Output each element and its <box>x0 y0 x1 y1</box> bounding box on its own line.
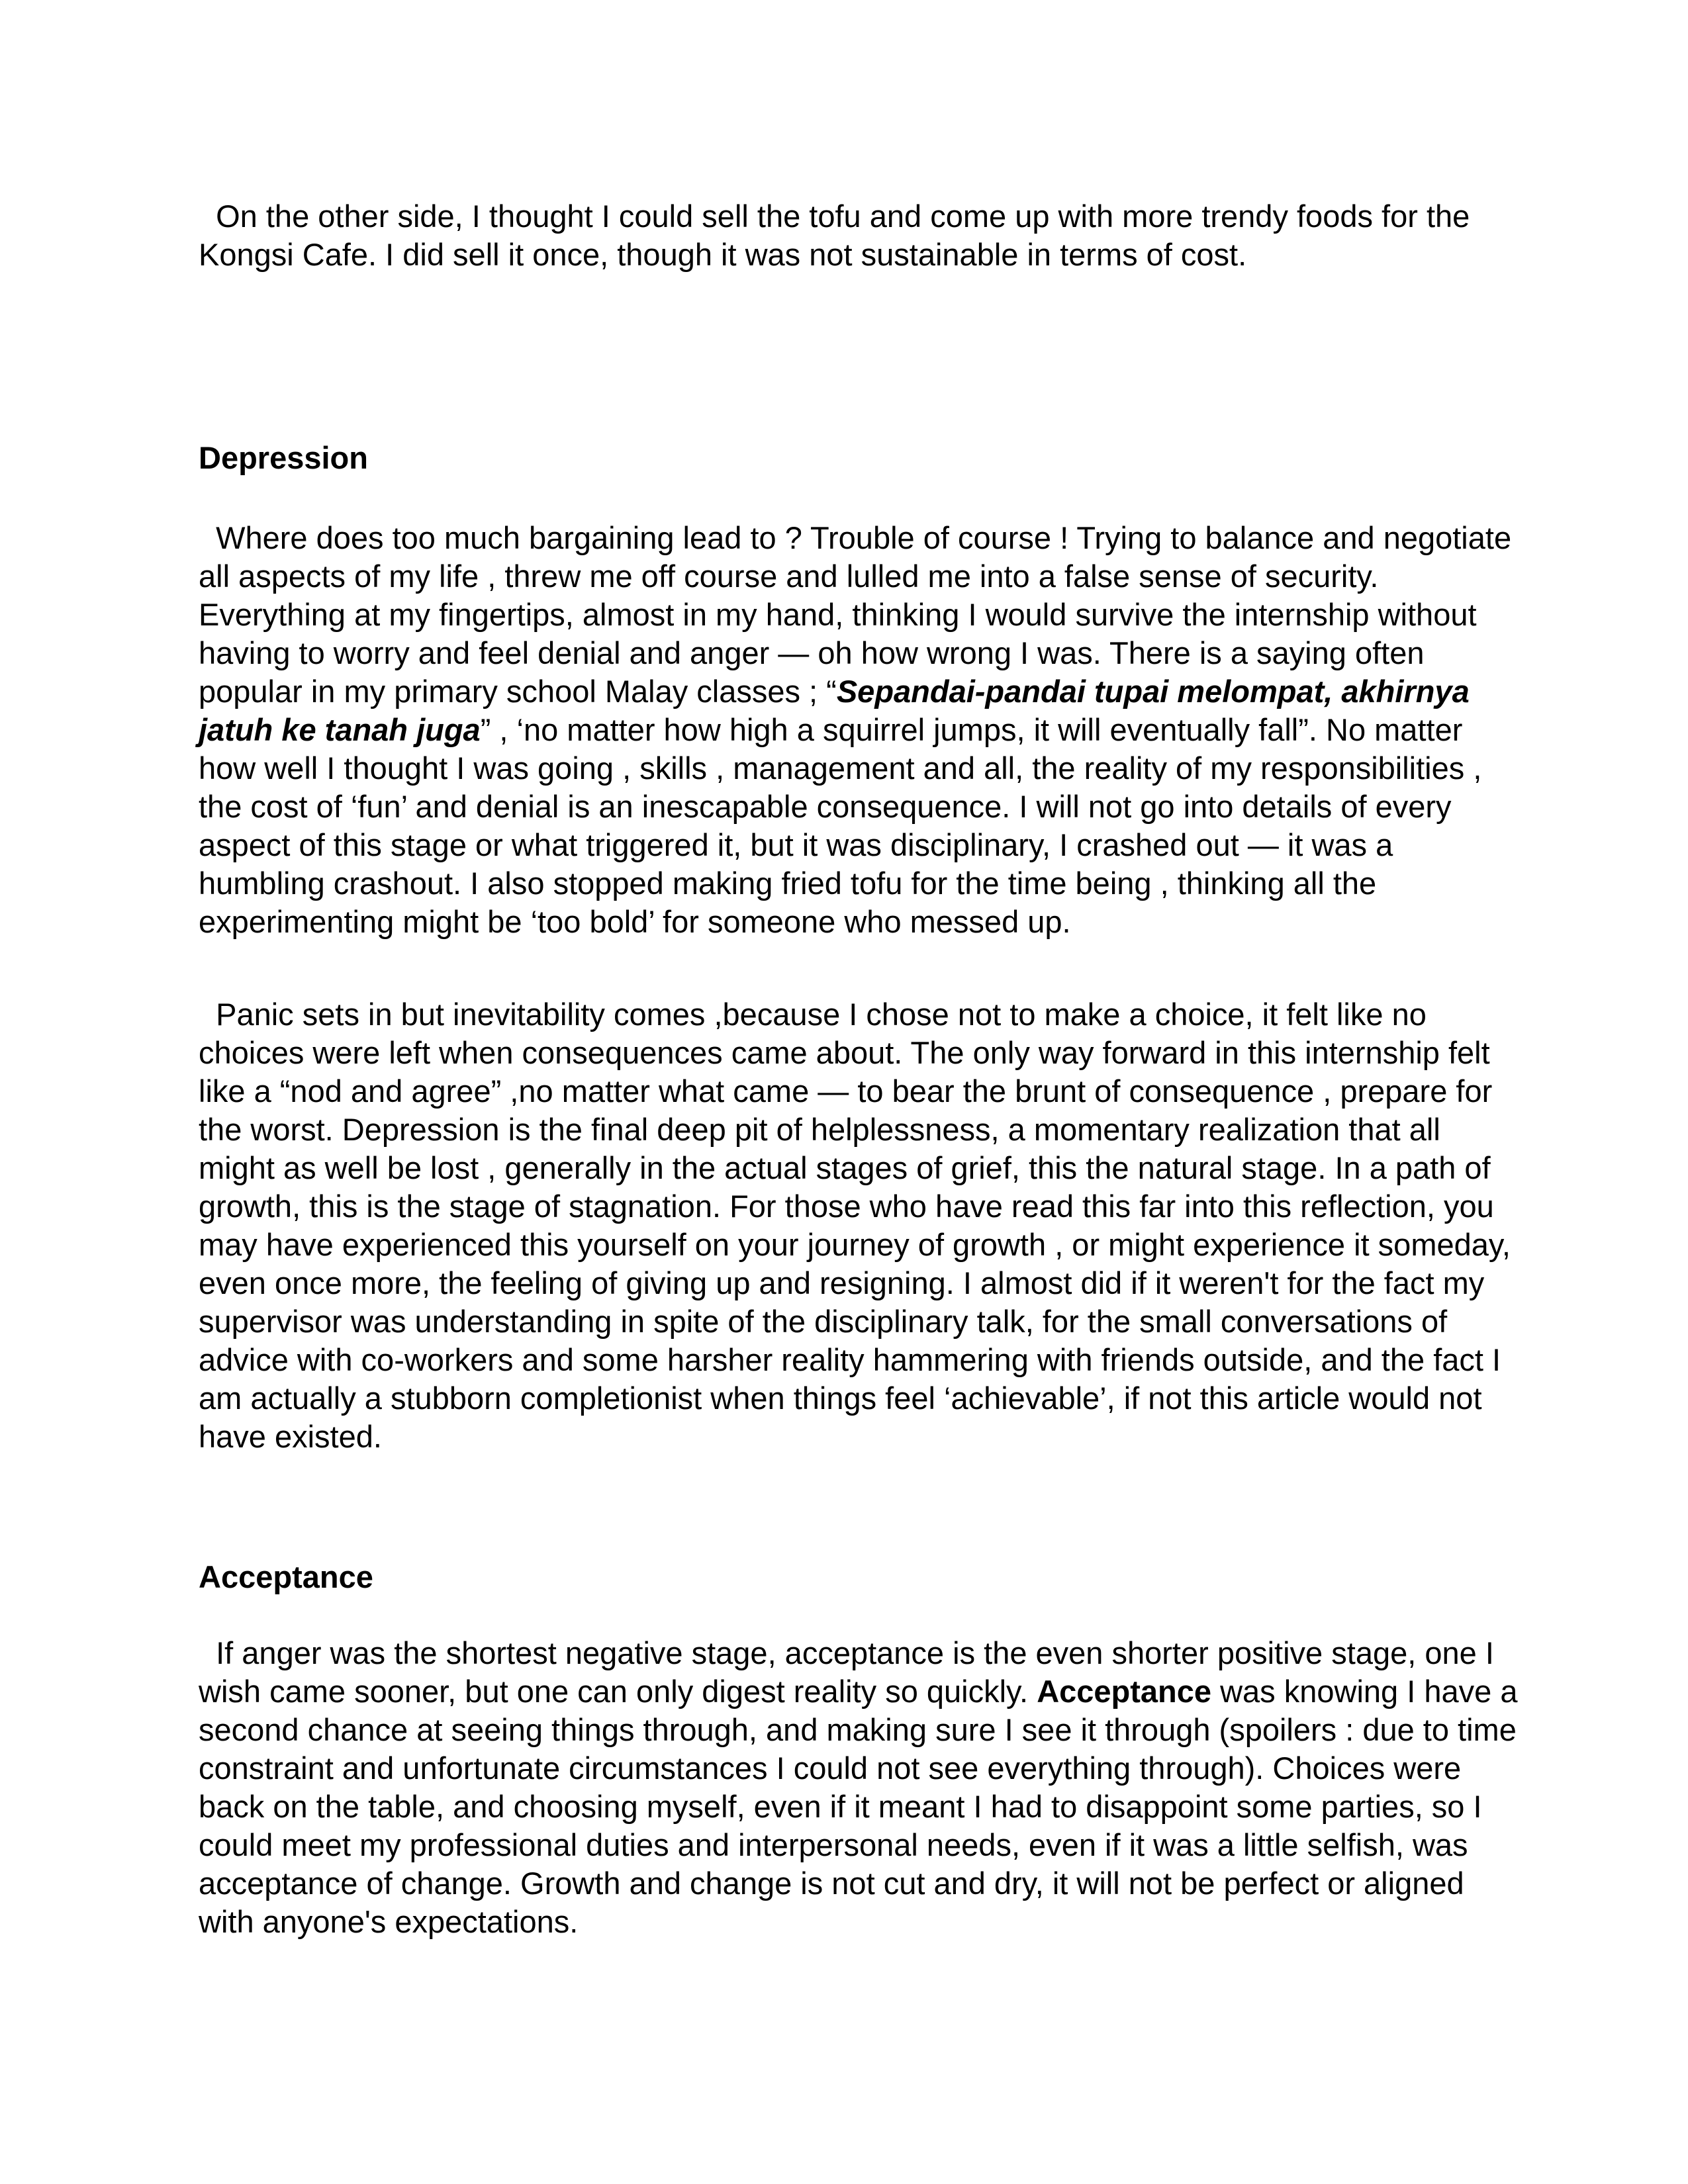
text-run: Kongsi Cafe. I did sell it once, though it was not sustainable in terms of cost. <box>199 237 1247 272</box>
text-run: am actually a stubborn completionist when things feel ‘achievable’, if not this article would not <box>199 1381 1482 1416</box>
text-run: choices were left when consequences came about. The only way forward in this internship felt <box>199 1035 1490 1070</box>
text-line <box>199 1149 1489 1187</box>
text-run: like a “nod and agree” ,no matter what came — to bear the brunt of consequence , prepare for <box>199 1073 1493 1109</box>
text-run: Where does too much bargaining lead to ? Trouble of course ! Trying to balance and negotiate <box>199 520 1512 555</box>
text-line <box>199 1302 1489 1341</box>
text-run: supervisor was understanding in spite of the disciplinary talk, for the small conversations of <box>199 1304 1448 1339</box>
heading-depression <box>199 439 1489 477</box>
text-line <box>199 1864 1489 1903</box>
text-run: On the other side, I thought I could sell the tofu and come up with more trendy foods for the <box>199 199 1470 234</box>
text-line <box>199 1749 1489 1788</box>
text-run: jatuh ke tanah juga <box>199 712 481 747</box>
text-run: constraint and unfortunate circumstances I could not see everything through). Choices were <box>199 1751 1462 1786</box>
text-run: all aspects of my life , threw me off course and lulled me into a false sense of security. <box>199 559 1379 594</box>
heading-acceptance <box>199 1558 1489 1596</box>
text-line <box>199 788 1489 826</box>
text-run: aspect of this stage or what triggered it, but it was disciplinary, I crashed out — it was a <box>199 827 1393 862</box>
text-run: experimenting might be ‘too bold’ for someone who messed up. <box>199 904 1071 939</box>
text-line <box>199 1111 1489 1149</box>
text-line <box>199 596 1489 634</box>
text-run: Everything at my fingertips, almost in my hand, thinking I would survive the internship without <box>199 597 1477 632</box>
text-run: might as well be lost , generally in the actual stages of grief, this the natural stage. In a path of <box>199 1150 1491 1185</box>
text-run: acceptance of change. Growth and change is not cut and dry, it will not be perfect or aligned <box>199 1866 1464 1901</box>
text-line <box>199 197 1489 236</box>
text-line <box>199 1226 1511 1264</box>
text-line <box>199 1341 1501 1379</box>
text-run: the cost of ‘fun’ and denial is an inescapable consequence. I will not go into details of every <box>199 789 1452 824</box>
text-run: even once more, the feeling of giving up and resigning. I almost did if it weren't for the fact my <box>199 1265 1485 1300</box>
text-run: with anyone's expectations. <box>199 1904 579 1939</box>
text-line <box>199 1634 1494 1672</box>
text-line <box>199 711 1489 749</box>
text-line <box>199 1072 1493 1111</box>
text-run: growth, this is the stage of stagnation. For those who have read this far into this reflection, you <box>199 1189 1494 1224</box>
text-line <box>199 903 1489 941</box>
text-run: the worst. Depression is the final deep pit of helplessness, a momentary realization that all <box>199 1112 1440 1147</box>
text-run: having to worry and feel denial and anger — oh how wrong I was. There is a saying often <box>199 635 1425 670</box>
text-run: how well I thought I was going , skills , management and all, the reality of my responsibilities , <box>199 751 1482 786</box>
text-line <box>199 1826 1489 1864</box>
text-line <box>199 1903 1489 1941</box>
text-line <box>199 236 1489 274</box>
text-line <box>199 672 1489 711</box>
paragraph <box>199 1634 1518 1941</box>
text-line <box>199 749 1489 788</box>
text-run: may have experienced this yourself on your journey of growth , or might experience it someday, <box>199 1227 1511 1262</box>
text-run: wish came sooner, but one can only digest reality so quickly. <box>199 1674 1037 1709</box>
text-line <box>199 1788 1489 1826</box>
text-run: popular in my primary school Malay classes ; “ <box>199 674 837 709</box>
paragraph <box>199 197 1489 274</box>
text-line <box>199 1264 1489 1302</box>
text-run: If anger was the shortest negative stage, acceptance is the even shorter positive stage, one I <box>199 1635 1494 1670</box>
text-run: advice with co-workers and some harsher reality hammering with friends outside, and the fact I <box>199 1342 1501 1377</box>
text-line <box>199 1672 1518 1711</box>
text-run: could meet my professional duties and interpersonal needs, even if it was a little selfish, was <box>199 1827 1468 1862</box>
text-run: Acceptance <box>1037 1674 1212 1709</box>
text-run: Panic sets in but inevitability comes ,because I chose not to make a choice, it felt like no <box>199 997 1427 1032</box>
paragraph <box>199 519 1512 941</box>
text-run: second chance at seeing things through, and making sure I see it through (spoilers : due to time <box>199 1712 1517 1747</box>
text-line <box>199 1187 1494 1226</box>
text-line <box>199 519 1512 557</box>
text-line <box>199 864 1489 903</box>
heading-text: Depression <box>199 440 368 475</box>
text-line <box>199 634 1489 672</box>
text-line <box>199 1711 1517 1749</box>
text-run: back on the table, and choosing myself, even if it meant I had to disappoint some parties, so I <box>199 1789 1482 1824</box>
text-line <box>199 995 1489 1034</box>
text-run: have existed. <box>199 1419 382 1454</box>
text-line <box>199 1034 1489 1072</box>
text-line <box>199 1379 1489 1418</box>
text-line <box>199 1418 1489 1456</box>
text-run: was knowing I have a <box>1211 1674 1518 1709</box>
paragraph <box>199 995 1511 1456</box>
heading-text: Acceptance <box>199 1559 373 1594</box>
text-run: ” , ‘no matter how high a squirrel jumps, it will eventually fall”. No matter <box>480 712 1463 747</box>
text-line <box>199 557 1489 596</box>
text-line <box>199 826 1489 864</box>
text-run: Sepandai-pandai tupai melompat, akhirnya <box>836 674 1470 709</box>
text-run: humbling crashout. I also stopped making fried tofu for the time being , thinking all the <box>199 866 1377 901</box>
